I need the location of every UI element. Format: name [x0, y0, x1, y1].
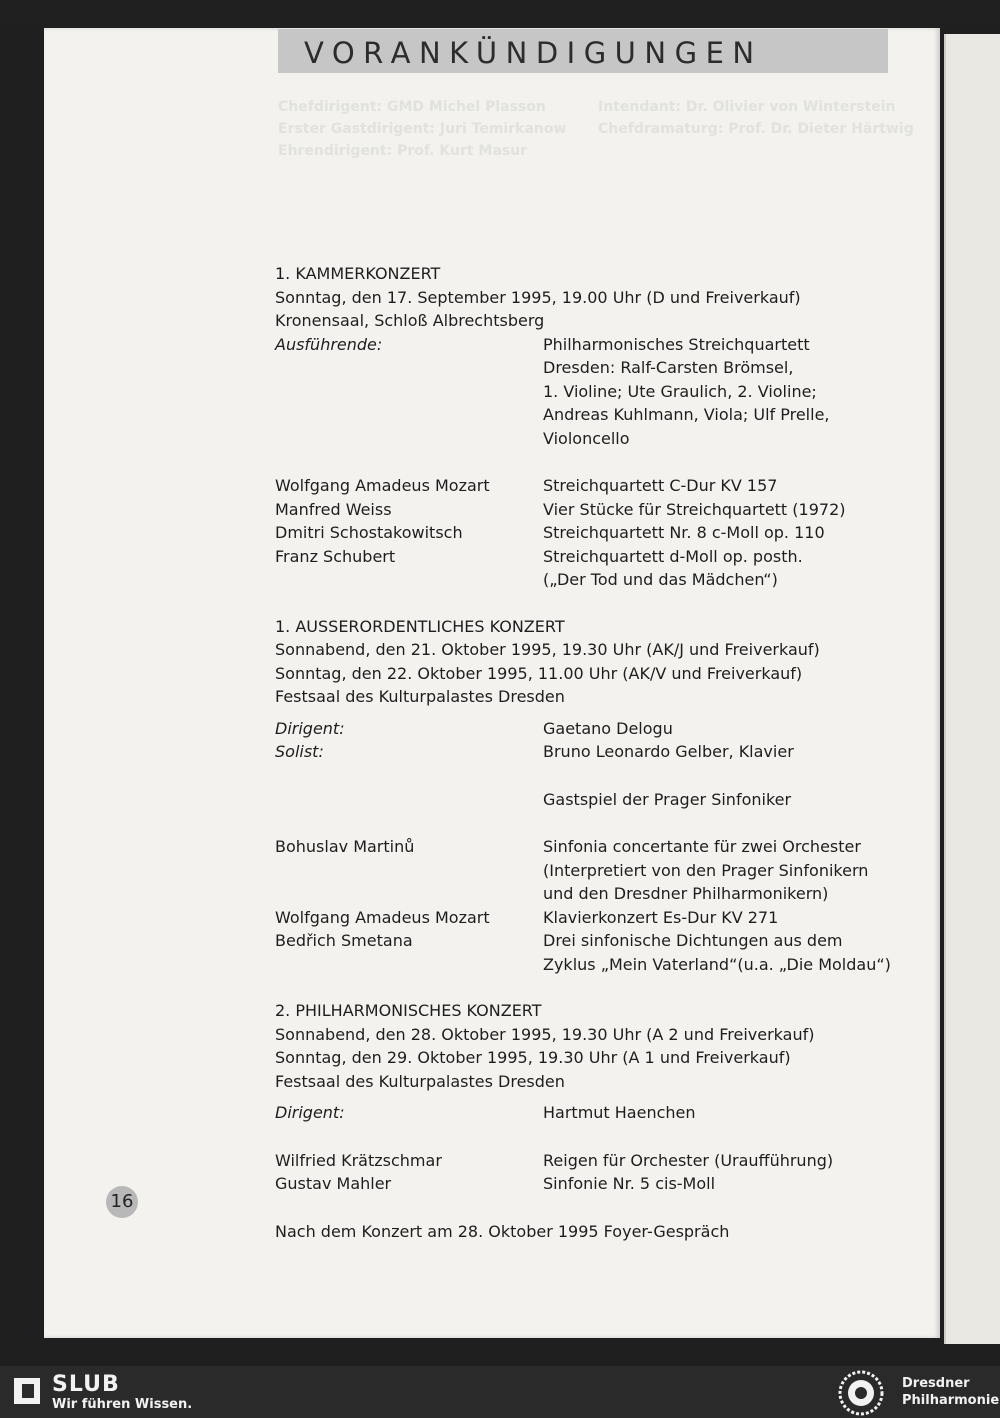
performers-value [543, 333, 925, 451]
ghost-line: Intendant: Dr. Olivier von Winterstein [598, 99, 896, 115]
performers-line: Dresden: Ralf-Carsten Brömsel, [543, 358, 794, 377]
program-composer: Gustav Mahler [275, 1174, 392, 1193]
concert-footnote: Nach dem Konzert am 28. Oktober 1995 Foyer-Gespräch [275, 1221, 730, 1241]
conductor-row [275, 1101, 925, 1125]
ghost-text-right [598, 96, 914, 140]
concert-date: Sonntag, den 17. September 1995, 19.00 Uhr (D und Freiverkauf) [275, 287, 801, 307]
program-row [275, 906, 925, 930]
ghost-text-left [278, 96, 566, 162]
concert-philharmonisch [275, 999, 925, 1243]
program-work [543, 835, 925, 906]
program-work: Reigen für Orchester (Uraufführung) [543, 1150, 834, 1170]
concert-date: Sonnabend, den 21. Oktober 1995, 19.30 Uhr (AK/J und Freiverkauf) [275, 640, 820, 659]
program-row [275, 474, 925, 498]
ghost-line: Chefdramaturg: Prof. Dr. Dieter Härtwig [598, 121, 914, 137]
concert-ausserordentlich [275, 615, 925, 977]
program-work: Streichquartett C-Dur KV 157 [543, 476, 778, 495]
ghost-line: Erster Gastdirigent: Juri Temirkanow [278, 121, 567, 137]
program-row [275, 1149, 925, 1173]
partner-name-line2: Philharmonie [902, 1393, 1000, 1408]
adjacent-page-edge [944, 34, 1000, 1344]
program-work: Vier Stücke für Streichquartett (1972) [543, 499, 846, 519]
program-work-line: Zyklus „Mein Vaterland“(u.a. „Die Moldau“) [543, 954, 891, 974]
program-composer: Franz Schubert [275, 546, 396, 566]
page-title: VORANKÜNDIGUNGEN [304, 36, 763, 70]
concert-title: 2. PHILHARMONISCHES KONZERT [275, 1001, 542, 1020]
concert-venue: Festsaal des Kulturpalastes Dresden [275, 687, 565, 706]
library-tagline: Wir führen Wissen. [52, 1397, 193, 1412]
page-number: 16 [106, 1186, 138, 1218]
program-work [543, 929, 925, 976]
partner-name-line1: Dresdner [902, 1376, 970, 1391]
program-work-line: Drei sinfonische Dichtungen aus dem [543, 931, 843, 950]
concert-title: 1. AUSSERORDENTLICHES KONZERT [275, 616, 565, 636]
soloist-row [275, 740, 925, 764]
soloist-label: Solist: [275, 742, 324, 761]
performers-line: 1. Violine; Ute Graulich, 2. Violine; [543, 381, 817, 401]
program-work: Streichquartett Nr. 8 c-Moll op. 110 [543, 523, 825, 542]
program-row [275, 1172, 925, 1196]
footer-bar [0, 1366, 1000, 1418]
performers-row [275, 333, 925, 451]
program-work-line: (Interpretiert von den Prager Sinfonikern [543, 860, 869, 880]
guest-row [275, 788, 925, 812]
program-row [275, 545, 925, 569]
program-composer: Wolfgang Amadeus Mozart [275, 476, 490, 495]
conductor-row [275, 717, 925, 741]
philharmonie-logo-icon [838, 1370, 884, 1416]
program-work: Klavierkonzert Es-Dur KV 271 [543, 907, 779, 927]
program-composer: Wilfried Krätzschmar [275, 1150, 442, 1170]
library-name: SLUB [52, 1372, 120, 1397]
conductor-label: Dirigent: [275, 1103, 345, 1122]
conductor-name: Gaetano Delogu [543, 718, 673, 738]
concert-date: Sonntag, den 22. Oktober 1995, 11.00 Uhr (AK/V und Freiverkauf) [275, 663, 803, 683]
performers-line: Violoncello [543, 428, 630, 448]
concert-venue: Kronensaal, Schloß Albrechtsberg [275, 311, 545, 330]
conductor-label: Dirigent: [275, 718, 345, 738]
program-composer: Manfred Weiss [275, 499, 392, 519]
program-row [275, 521, 925, 545]
program-row [275, 568, 925, 592]
ghost-line: Chefdirigent: GMD Michel Plasson [278, 99, 546, 115]
program-work-line: Sinfonia concertante für zwei Orchester [543, 837, 861, 856]
program-work: Streichquartett d-Moll op. posth. [543, 546, 803, 566]
concert-date: Sonnabend, den 28. Oktober 1995, 19.30 Uhr (A 2 und Freiverkauf) [275, 1024, 815, 1044]
ghost-line: Ehrendirigent: Prof. Kurt Masur [278, 143, 527, 159]
program-composer: Dmitri Schostakowitsch [275, 523, 463, 542]
performers-line: Philharmonisches Streichquartett [543, 334, 810, 354]
program-work: Sinfonie Nr. 5 cis-Moll [543, 1174, 716, 1193]
scan-border [0, 0, 1000, 30]
program-work-line: und den Dresdner Philharmonikern) [543, 884, 829, 903]
announcements-content [275, 262, 925, 1243]
concert-title: 1. KAMMERKONZERT [275, 264, 441, 283]
performers-label: Ausführende: [275, 334, 383, 354]
program-composer: Bohuslav Martinů [275, 837, 415, 856]
program-composer: Bedřich Smetana [275, 931, 413, 950]
conductor-name: Hartmut Haenchen [543, 1103, 696, 1122]
program-row [275, 498, 925, 522]
soloist-name: Bruno Leonardo Gelber, Klavier [543, 742, 794, 761]
program-row [275, 929, 925, 976]
concert-date: Sonntag, den 29. Oktober 1995, 19.30 Uhr (A 1 und Freiverkauf) [275, 1048, 791, 1067]
concert-kammerkonzert [275, 262, 925, 592]
guest-note: Gastspiel der Prager Sinfoniker [543, 789, 792, 809]
program-row [275, 835, 925, 906]
program-note: („Der Tod und das Mädchen“) [543, 570, 778, 589]
program-composer: Wolfgang Amadeus Mozart [275, 907, 490, 927]
concert-venue: Festsaal des Kulturpalastes Dresden [275, 1071, 565, 1091]
performers-line: Andreas Kuhlmann, Viola; Ulf Prelle, [543, 405, 830, 424]
slub-logo-icon [14, 1378, 40, 1404]
